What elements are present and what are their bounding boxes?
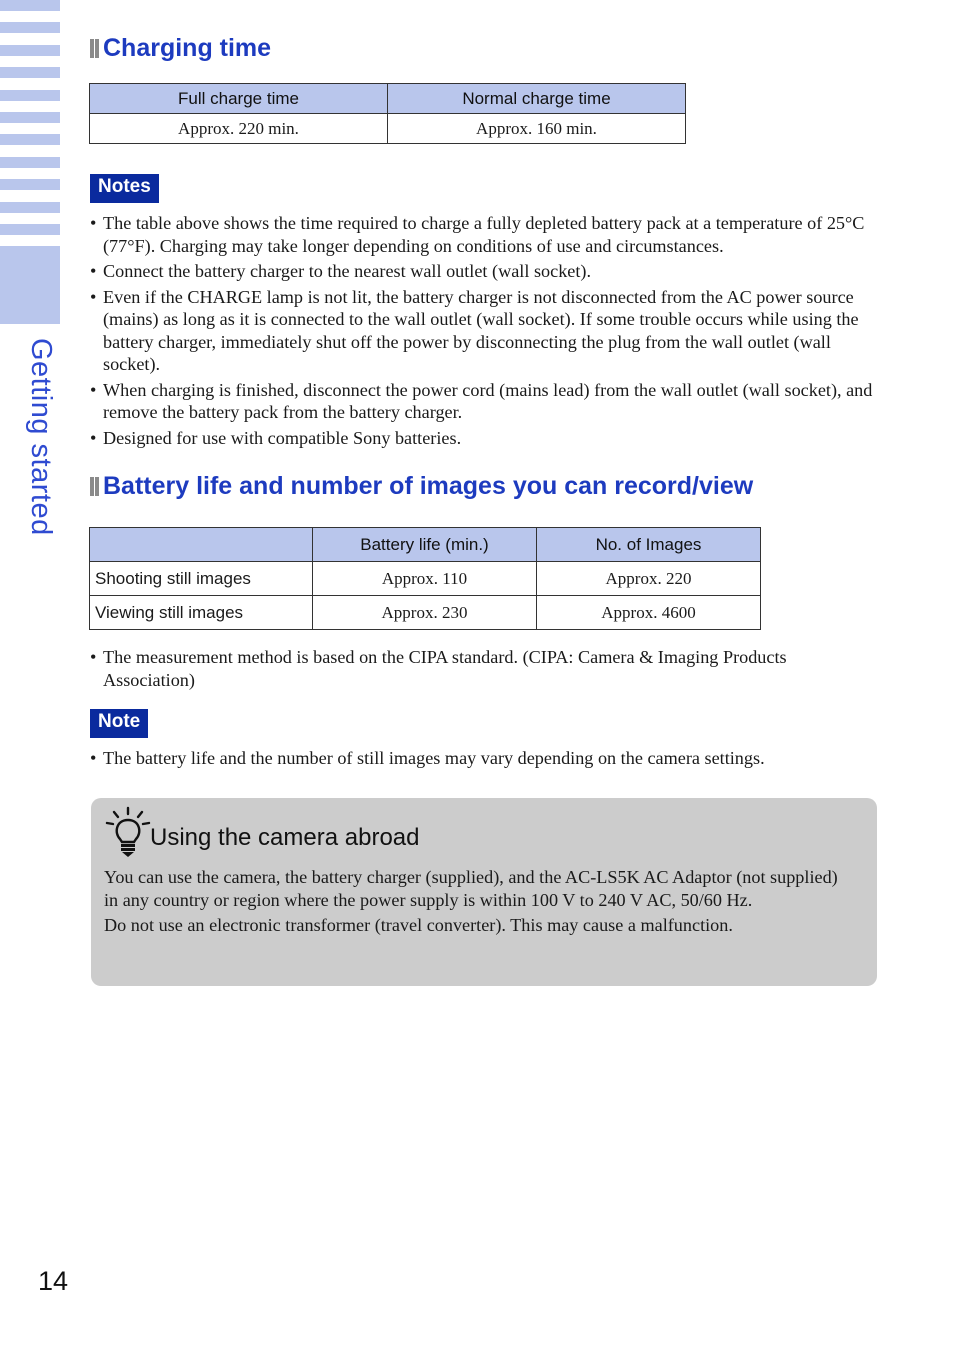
table-cell: Approx. 220 — [537, 562, 761, 596]
table-cell: Approx. 4600 — [537, 596, 761, 630]
table-row — [90, 562, 761, 596]
side-tab-block — [0, 246, 60, 324]
tip-box — [91, 798, 877, 986]
battery-life-heading — [90, 472, 753, 501]
table-header: No. of Images — [537, 528, 761, 562]
table-header — [90, 528, 313, 562]
list-item: • Designed for use with compatible Sony batteries. — [90, 427, 880, 450]
battery-life-title: Battery life and number of images you can record/view — [103, 472, 754, 500]
side-stripe — [0, 45, 60, 56]
charging-time-heading — [90, 34, 271, 63]
side-stripe — [0, 202, 60, 213]
tip-paragraph: Do not use an electronic transformer (travel converter). This may cause a malfunction. — [104, 915, 733, 935]
measurement-list — [90, 646, 880, 694]
tip-title: Using the camera abroad — [150, 824, 420, 851]
side-stripe — [0, 90, 60, 101]
section-marker-icon — [90, 477, 99, 496]
list-item: • Connect the battery charger to the nearest wall outlet (wall socket). — [90, 260, 880, 283]
table-cell: Approx. 110 — [313, 562, 537, 596]
side-stripe — [0, 67, 60, 78]
chapter-label: Getting started — [25, 338, 57, 536]
note-list — [90, 747, 880, 773]
side-stripe — [0, 179, 60, 190]
tip-paragraph: You can use the camera, the battery charger (supplied), and the AC-LS5K AC Adaptor (not supplied) in any country or region where the power supply is within 100 V to 240 V AC, 50/60 Hz. — [104, 867, 838, 910]
table-row-label: Viewing still images — [90, 596, 313, 630]
table-header: Battery life (min.) — [313, 528, 537, 562]
list-item: • When charging is finished, disconnect the power cord (mains lead) from the wall outlet (wall socket), and remove the battery pack from the battery charger. — [90, 379, 880, 424]
page-number: 14 — [38, 1266, 69, 1296]
note-label: Note — [90, 709, 148, 738]
notes-label: Notes — [90, 174, 159, 203]
list-item: • The measurement method is based on the CIPA standard. (CIPA: Camera & Imaging Products Association) — [90, 646, 880, 691]
table-cell: Approx. 230 — [313, 596, 537, 630]
side-stripe — [0, 224, 60, 235]
charging-time-table — [89, 83, 686, 144]
table-row — [90, 596, 761, 630]
table-cell: Approx. 220 min. — [90, 114, 388, 144]
tip-body — [104, 866, 844, 940]
section-marker-icon — [90, 39, 99, 58]
hint-lightbulb-icon — [105, 806, 151, 858]
table-header: Normal charge time — [388, 84, 686, 114]
list-item: • Even if the CHARGE lamp is not lit, the battery charger is not disconnected from the AC power source (mains) as long as it is connected to the wall outlet (wall socket). If some trouble occurs while using the battery charger, immediately shut off the power by disconnecting the plug from the wall outlet (wall socket). — [90, 286, 880, 376]
table-row — [90, 114, 686, 144]
side-stripe — [0, 134, 60, 145]
table-header: Full charge time — [90, 84, 388, 114]
list-item: • The battery life and the number of still images may vary depending on the camera settings. — [90, 747, 880, 770]
side-stripe — [0, 22, 60, 33]
list-item: • The table above shows the time required to charge a fully depleted battery pack at a temperature of 25°C (77°F). Charging may take longer depending on conditions of use and circumstances. — [90, 212, 880, 257]
chapter-side-tab — [0, 0, 60, 324]
battery-life-table — [89, 527, 761, 630]
side-stripe — [0, 0, 60, 11]
side-stripe — [0, 157, 60, 168]
charging-time-title: Charging time — [103, 34, 272, 62]
side-stripe — [0, 112, 60, 123]
table-cell: Approx. 160 min. — [388, 114, 686, 144]
table-row-label: Shooting still images — [90, 562, 313, 596]
notes-list — [90, 212, 880, 452]
